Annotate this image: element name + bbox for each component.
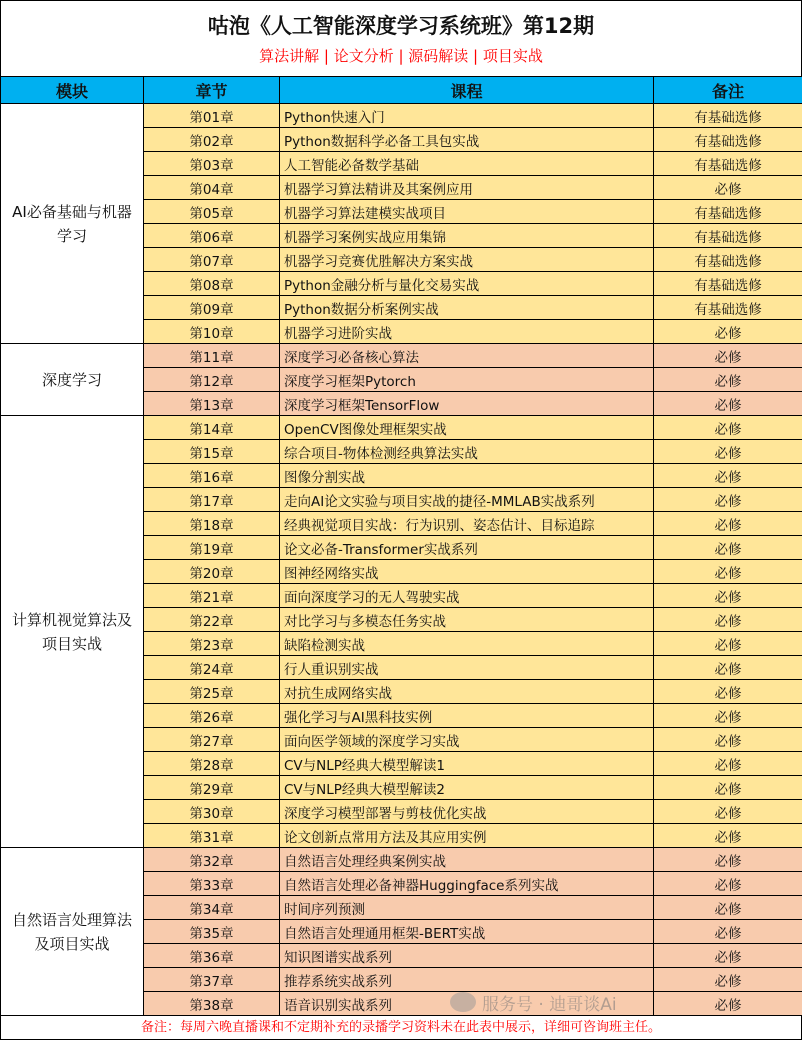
chapter-cell: 第02章 [144,128,280,152]
note-cell: 必修 [654,464,802,488]
module-cell: AI必备基础与机器学习 [1,104,144,344]
note-cell: 必修 [654,704,802,728]
chapter-cell: 第38章 [144,992,280,1016]
wechat-icon [450,992,476,1012]
chapter-cell: 第21章 [144,584,280,608]
note-cell: 必修 [654,536,802,560]
note-cell: 有基础选修 [654,272,802,296]
chapter-cell: 第29章 [144,776,280,800]
chapter-cell: 第24章 [144,656,280,680]
table-row [1,104,802,128]
note-cell: 必修 [654,920,802,944]
course-cell: Python金融分析与量化交易实战 [280,272,654,296]
course-cell: 知识图谱实战系列 [280,944,654,968]
note-cell: 必修 [654,416,802,440]
course-cell: 强化学习与AI黑科技实例 [280,704,654,728]
note-cell: 必修 [654,896,802,920]
note-cell: 必修 [654,968,802,992]
course-cell: Python数据分析案例实战 [280,296,654,320]
chapter-cell: 第05章 [144,200,280,224]
note-cell: 必修 [654,392,802,416]
chapter-cell: 第20章 [144,560,280,584]
chapter-cell: 第10章 [144,320,280,344]
note-cell: 必修 [654,368,802,392]
note-cell: 必修 [654,488,802,512]
course-cell: 机器学习算法建模实战项目 [280,200,654,224]
course-cell: CV与NLP经典大模型解读1 [280,752,654,776]
chapter-cell: 第06章 [144,224,280,248]
chapter-cell: 第30章 [144,800,280,824]
course-cell: 图像分割实战 [280,464,654,488]
chapter-cell: 第25章 [144,680,280,704]
note-cell: 有基础选修 [654,128,802,152]
course-cell: 面向深度学习的无人驾驶实战 [280,584,654,608]
chapter-cell: 第17章 [144,488,280,512]
module-cell: 自然语言处理算法及项目实战 [1,848,144,1016]
course-cell: 语音识别实战系列 [280,992,654,1016]
chapter-cell: 第36章 [144,944,280,968]
watermark-text: 服务号 · 迪哥谈Ai [482,994,617,1015]
course-cell: 经典视觉项目实战：行为识别、姿态估计、目标追踪 [280,512,654,536]
chapter-cell: 第03章 [144,152,280,176]
course-cell: 论文创新点常用方法及其应用实例 [280,824,654,848]
table-row [1,416,802,440]
note-cell: 必修 [654,824,802,848]
course-cell: 深度学习框架Pytorch [280,368,654,392]
chapter-cell: 第13章 [144,392,280,416]
module-cell: 深度学习 [1,344,144,416]
chapter-cell: 第12章 [144,368,280,392]
chapter-cell: 第18章 [144,512,280,536]
course-cell: 对抗生成网络实战 [280,680,654,704]
note-cell: 有基础选修 [654,224,802,248]
chapter-cell: 第09章 [144,296,280,320]
chapter-cell: 第37章 [144,968,280,992]
chapter-cell: 第31章 [144,824,280,848]
note-cell: 必修 [654,656,802,680]
course-cell: 时间序列预测 [280,896,654,920]
chapter-cell: 第34章 [144,896,280,920]
course-cell: 自然语言处理必备神器Huggingface系列实战 [280,872,654,896]
note-cell: 必修 [654,800,802,824]
note-cell: 有基础选修 [654,152,802,176]
course-cell: 对比学习与多模态任务实战 [280,608,654,632]
header-module: 模块 [1,77,144,104]
note-cell: 必修 [654,440,802,464]
header-course: 课程 [280,77,654,104]
course-cell: 图神经网络实战 [280,560,654,584]
note-cell: 必修 [654,512,802,536]
course-cell: 推荐系统实战系列 [280,968,654,992]
course-cell: 行人重识别实战 [280,656,654,680]
course-cell: 深度学习必备核心算法 [280,344,654,368]
note-cell: 必修 [654,680,802,704]
header-note: 备注 [654,77,802,104]
page-title: 咕泡《人工智能深度学习系统班》第12期 [207,14,595,38]
course-cell: OpenCV图像处理框架实战 [280,416,654,440]
note-cell: 必修 [654,848,802,872]
watermark [450,991,617,1013]
note-cell: 必修 [654,752,802,776]
course-cell: 面向医学领域的深度学习实战 [280,728,654,752]
table-row [1,344,802,368]
note-cell: 必修 [654,344,802,368]
chapter-cell: 第07章 [144,248,280,272]
note-cell: 必修 [654,728,802,752]
course-cell: 机器学习进阶实战 [280,320,654,344]
table-row [1,848,802,872]
note-cell: 有基础选修 [654,200,802,224]
course-cell: 缺陷检测实战 [280,632,654,656]
note-cell: 必修 [654,176,802,200]
chapter-cell: 第26章 [144,704,280,728]
course-cell: 综合项目-物体检测经典算法实战 [280,440,654,464]
note-cell: 必修 [654,872,802,896]
course-table [0,76,802,1016]
note-cell: 有基础选修 [654,248,802,272]
course-cell: 机器学习竞赛优胜解决方案实战 [280,248,654,272]
header-chapter: 章节 [144,77,280,104]
chapter-cell: 第22章 [144,608,280,632]
note-cell: 必修 [654,944,802,968]
note-cell: 有基础选修 [654,104,802,128]
course-cell: Python数据科学必备工具包实战 [280,128,654,152]
chapter-cell: 第16章 [144,464,280,488]
course-cell: Python快速入门 [280,104,654,128]
note-cell: 必修 [654,320,802,344]
course-cell: 机器学习算法精讲及其案例应用 [280,176,654,200]
chapter-cell: 第27章 [144,728,280,752]
chapter-cell: 第04章 [144,176,280,200]
footer-note: 备注：每周六晚直播课和不定期补充的录播学习资料未在此表中展示，详细可咨询班主任。 [0,1015,802,1040]
note-cell: 必修 [654,776,802,800]
module-cell: 计算机视觉算法及项目实战 [1,416,144,848]
course-cell: 自然语言处理经典案例实战 [280,848,654,872]
course-cell: CV与NLP经典大模型解读2 [280,776,654,800]
chapter-cell: 第15章 [144,440,280,464]
note-cell: 必修 [654,992,802,1016]
chapter-cell: 第08章 [144,272,280,296]
chapter-cell: 第28章 [144,752,280,776]
course-cell: 自然语言处理通用框架-BERT实战 [280,920,654,944]
page-subtitle: 算法讲解 | 论文分析 | 源码解读 | 项目实战 [259,47,543,65]
chapter-cell: 第23章 [144,632,280,656]
note-cell: 必修 [654,584,802,608]
chapter-cell: 第35章 [144,920,280,944]
note-cell: 必修 [654,608,802,632]
chapter-cell: 第11章 [144,344,280,368]
course-cell: 人工智能必备数学基础 [280,152,654,176]
chapter-cell: 第33章 [144,872,280,896]
table-header-row [1,77,802,104]
chapter-cell: 第01章 [144,104,280,128]
course-cell: 机器学习案例实战应用集锦 [280,224,654,248]
course-cell: 深度学习框架TensorFlow [280,392,654,416]
chapter-cell: 第19章 [144,536,280,560]
note-cell: 有基础选修 [654,296,802,320]
chapter-cell: 第32章 [144,848,280,872]
note-cell: 必修 [654,632,802,656]
course-cell: 论文必备-Transformer实战系列 [280,536,654,560]
chapter-cell: 第14章 [144,416,280,440]
course-cell: 深度学习模型部署与剪枝优化实战 [280,800,654,824]
course-cell: 走向AI论文实验与项目实战的捷径-MMLAB实战系列 [280,488,654,512]
note-cell: 必修 [654,560,802,584]
